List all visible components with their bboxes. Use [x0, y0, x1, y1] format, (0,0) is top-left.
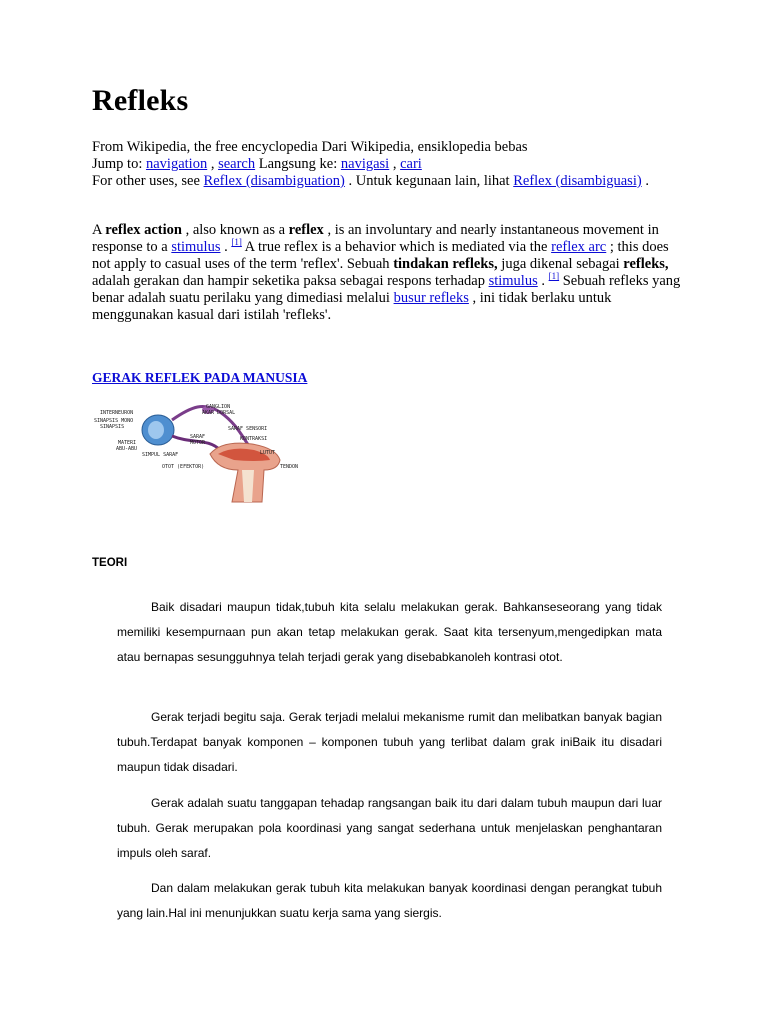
langsung-label: Langsung ke: — [255, 156, 341, 172]
paragraph-2: Gerak terjadi begitu saja. Gerak terjadi melalui mekanisme rumit dan melibatkan banyak bagian tubuh.Terdapat banyak komponen – komponen tubuh yang terlibat dalam grak iniBaik itu disadari maupun tidak disadari. — [117, 710, 662, 774]
intro-text: A — [92, 222, 106, 238]
term-tindakan-refleks: tindakan refleks, — [393, 256, 498, 272]
busur-refleks-link[interactable]: busur refleks — [393, 290, 469, 306]
source-line: From Wikipedia, the free encyclopedia Dari Wikipedia, ensiklopedia bebas — [92, 139, 528, 155]
intro-text: , is an involuntary and nearly instantaneous movement in response to a — [92, 222, 659, 255]
untuk-label: . Untuk kegunaan lain, lihat — [344, 173, 514, 189]
label-abu-abu: ABU-ABU — [116, 446, 138, 452]
citation-1b-link[interactable]: [1] — [548, 271, 560, 282]
paragraph-3: Gerak adalah suatu tanggapan tehadap rangsangan baik itu dari dalam tubuh maupun dari luar tubuh. Gerak merupakan pola koordinasi yang sangat sederhana untuk menjelaskan penghantaran impuls oleh saraf. — [117, 796, 662, 860]
section-heading-link[interactable]: GERAK REFLEK PADA MANUSIA — [92, 370, 308, 385]
reflex-disambiguation-link[interactable]: Reflex (disambiguation) — [203, 173, 345, 189]
section-heading[interactable] — [92, 370, 307, 386]
label-akar-dorsal: AKAR DORSAL — [202, 410, 236, 416]
term-refleks: refleks, — [623, 256, 669, 272]
intro-text: A true reflex is a behavior which is mediated via the — [241, 239, 552, 255]
label-motor: MOTOR — [190, 440, 206, 446]
jump-to-line — [92, 156, 682, 173]
stimulus-link-2[interactable]: stimulus — [488, 273, 538, 289]
bone-shape — [242, 470, 254, 502]
grey-matter-shape — [148, 421, 164, 439]
teori-heading: TEORI — [92, 557, 128, 569]
reflex-arc-link[interactable]: reflex arc — [551, 239, 607, 255]
label-interneuron: INTERNEURON — [100, 410, 134, 416]
label-simpul-saraf: SIMPUL SARAF — [142, 452, 179, 458]
intro-text: adalah gerakan dan hampir seketika paksa sebagai respons terhadap — [92, 273, 489, 289]
separator: , — [207, 156, 219, 172]
paragraph-4: Dan dalam melakukan gerak tubuh kita melakukan banyak koordinasi dengan perangkat tubuh yang lain.Hal ini menunjukkan suatu kerja sama yang siergis. — [117, 881, 662, 920]
page-title: Refleks — [92, 84, 189, 117]
label-sinapsis-mono: SINAPSIS MONO — [94, 418, 134, 424]
citation-1-link[interactable]: [1] — [231, 237, 242, 248]
label-tendon: TENDON — [280, 464, 299, 470]
cari-link[interactable]: cari — [400, 156, 422, 172]
intro-text: , ini tidak berlaku untuk menggunakan kasual dari istilah 'refleks'. — [92, 290, 612, 323]
intro-text: , also known as a — [181, 222, 289, 238]
intro-text: ; this does not apply to casual uses of the term 'reflex'. Sebuah — [92, 239, 669, 272]
intro-text: juga dikenal sebagai — [497, 256, 624, 272]
label-lutut: LUTUT — [260, 450, 276, 456]
intro-text: . — [537, 273, 549, 289]
term-reflex: reflex — [288, 222, 324, 238]
intro-text: . — [220, 239, 232, 255]
navigation-link[interactable]: navigation — [145, 156, 208, 172]
end-dot: . — [641, 173, 649, 189]
jump-to-label: Jump to: — [92, 156, 143, 172]
label-materi: MATERI — [118, 440, 137, 446]
stimulus-link[interactable]: stimulus — [171, 239, 221, 255]
article-meta — [92, 139, 682, 190]
label-otot-efektor: OTOT (EFEKTOR) — [162, 464, 205, 470]
label-saraf-sensori: SARAF SENSORI — [228, 426, 268, 432]
reflex-disambiguasi-link[interactable]: Reflex (disambiguasi) — [513, 173, 642, 189]
label-ganglion: GANGLION — [206, 404, 231, 410]
label-kontraksi: KONTRAKSI — [240, 436, 268, 442]
other-uses-line — [92, 173, 682, 190]
navigasi-link[interactable]: navigasi — [340, 156, 390, 172]
term-reflex-action: reflex action — [105, 222, 182, 238]
label-saraf: SARAF — [190, 434, 206, 440]
paragraph-1: Baik disadari maupun tidak,tubuh kita selalu melakukan gerak. Bahkanseseorang yang tidak memiliki kesempurnaan pun akan tetap melakukan gerak. Saat kita tersenyum,mengedipkan mata atau bernapas sesungguhnya telah terjadi gerak yang disebabkanoleh kontrasi otot. — [117, 600, 662, 664]
label-sinapsis: SINAPSIS — [100, 424, 125, 430]
intro-text: Sebuah refleks yang benar adalah suatu perilaku yang dimediasi melalui — [92, 273, 681, 306]
search-link[interactable]: search — [218, 156, 256, 172]
other-uses-label: For other uses, see — [92, 173, 204, 189]
separator: , — [389, 156, 401, 172]
reflex-arc-diagram — [92, 398, 306, 506]
intro-paragraph — [92, 222, 682, 324]
